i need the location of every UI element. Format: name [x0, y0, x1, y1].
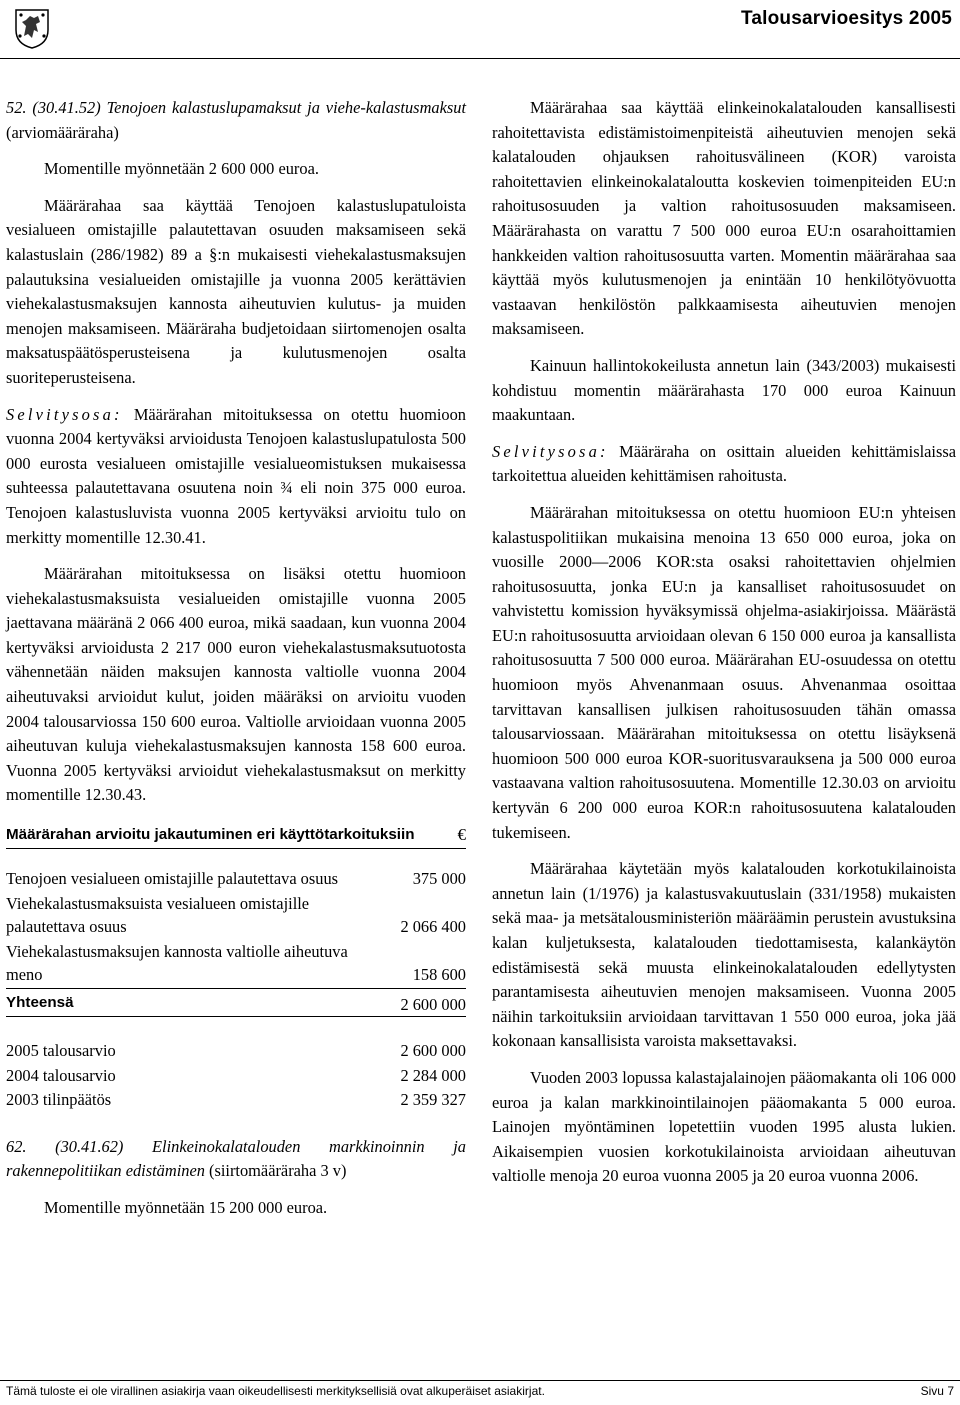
history-label: 2003 tilinpäätös	[6, 1090, 112, 1110]
page-number: Sivu 7	[920, 1384, 954, 1398]
item-62-paragraph-4: Määrärahan mitoituksessa on otettu huomioon EU:n yhteisen kalastuspolitiikan mukaisina menoina 13 650 000 euroa, joka on vuosille 2000—2006 KOR:sta osaksi rahoitettavien ohjelmien rahoitusosuutta, jonka EU:n ja kansalliset rahoitusosuudet on vahvistettu komission hyväksymissä ohjelma-asiakirjoissa. Määrästä EU:n rahoitusosuutta arvioidaan olevan 6 150 000 euroa ja kansallista rahoitusosuutta 7 500 000 euroa. Määrärahan EU-osuudessa on otettu huomioon myös Ahvenanmaan osuus. Ahvenanmaa osoittaa tarvittavan kansallisen julkisen rahoitusosuuden tähän omassa talousarviossaan. Määrärahan mitoituksessa on otettu lisäyksenä huomioon 500 000 euroa KOR-suoritusvarauksena ja 500 000 euroa vastaavana valtion rahoitusosuutena. Momentille 12.30.03 on arvioitu kertyvän 6 200 000 euroa KOR:n rahoitusosuutena kalatalouden tukemiseen.	[492, 502, 956, 842]
history-value: 2 359 327	[400, 1090, 466, 1110]
row-value: 158 600	[412, 965, 466, 985]
item-62-title: 62. (30.41.62) Elinkeinokalatalouden markkinoinnin ja rakennepolitiikan edistäminen	[6, 1136, 466, 1181]
row-label: Viehekalastusmaksuista vesialueen omistajille palautettava osuus	[6, 894, 310, 937]
selvitysosa-label: Selvitysosa:	[492, 441, 609, 461]
header-divider	[0, 58, 960, 59]
item-62-paragraph-2: Kainuun hallintokokeilusta annetun lain (343/2003) mukaisesti kohdistuu momentin määrärahasta 170 000 euroa Kainuun maakuntaan.	[492, 355, 956, 425]
item-62-selvitysosa	[492, 440, 956, 489]
history-label: 2005 talousarvio	[6, 1041, 116, 1061]
history-value: 2 600 000	[400, 1041, 466, 1061]
item-62-paragraph-1: Määrärahaa saa käyttää elinkeinokalatalouden kansallisesti rahoitettavista edistämistoimenpiteistä aiheutuvien menojen sekä kalatalouden ohjauksen rahoitusvälineen (KOR) varoista rahoitettavien elinkeinokalataloutta koskevien toimenpiteiden EU:n rahoitusosuuden ja valtion rahoitusosuuden maksamiseen. Määrärahasta on varattu 7 500 000 euroa EU:n osarahoittamien hankkeiden valtion rahoitusosuutta varten. Momentin määrärahaa saa käyttää myös kulutusmenojen ja enintään 10 henkilötyövuotta vastaavan henkilöstön palkkaamisesta aiheutuvien menojen maksamiseen.	[492, 98, 956, 339]
row-value: 375 000	[412, 869, 466, 889]
selvitysosa-label: Selvitysosa:	[6, 404, 123, 424]
item-52-paragraph-3: Määrärahan mitoituksessa on lisäksi otettu huomioon viehekalastusmaksuista vesialueiden omistajille vuonna 2005 jaettavana määränä 2 066 400 euroa, mikä saadaan, kun vuonna 2004 kertyväksi arvioidusta 2 217 000 euron viehekalastusmaksutuotosta vähennetään näiden maksujen kannosta valtiolle vuonna 2004 aiheutuvaksi arvioidut kulut, joiden määräksi on arvioitu vuoden 2004 talousarviossa 150 600 euroa. Valtiolle arvioidaan vuonna 2005 aiheutuvan kuluja viehekalastusmaksujen kannosta 158 600 euroa. Vuonna 2005 kertyväksi arvioidut viehekalastusmaksut on merkitty momentille 12.30.43.	[6, 564, 466, 805]
history-row	[6, 1039, 466, 1064]
item-52-type: (arviomääräraha)	[6, 122, 119, 142]
item-62-paragraph-6: Vuoden 2003 lopussa kalastajalainojen pääomakanta oli 106 000 euroa ja kalan markkinointilainojen pääomakanta 5 000 euroa. Lainojen myöntäminen lopetettiin vuoden 1995 alusta lukien. Aikaisempien vuosien korkotukilainoista arvioidaan aiheutuvan valtiolle menoja 20 euroa vuonna 2005 ja 20 euroa vuonna 2006.	[492, 1067, 956, 1186]
allocation-table-title	[6, 824, 466, 846]
item-62-type: (siirtomääräraha 3 v)	[204, 1161, 347, 1181]
item-62-heading	[6, 1135, 466, 1184]
footer-note: Tämä tuloste ei ole virallinen asiakirja vaan oikeudellisesti merkityksellisiä ovat alkuperäiset asiakirjat.	[6, 1384, 545, 1398]
budget-history	[6, 1039, 466, 1113]
currency-symbol: €	[457, 825, 466, 845]
right-column	[492, 96, 956, 1201]
history-row	[6, 1064, 466, 1089]
left-column	[6, 96, 466, 1232]
item-52-title: 52. (30.41.52) Tenojoen kalastuslupamaksut ja viehe-kalastusmaksut	[6, 98, 466, 117]
allocation-table-title-text: Määrärahan arvioitu jakautuminen eri käyttötarkoituksiin	[6, 826, 415, 844]
item-52-selvitysosa	[6, 403, 466, 551]
row-value: 2 066 400	[400, 917, 466, 937]
table-row	[6, 940, 466, 986]
table-row	[6, 867, 466, 890]
footer-divider	[0, 1380, 960, 1381]
row-label: Viehekalastusmaksujen kannosta valtiolle aiheutuva meno	[6, 942, 348, 985]
history-row	[6, 1088, 466, 1113]
history-value: 2 284 000	[400, 1065, 466, 1085]
document-title: Talousarvioesitys 2005	[740, 8, 952, 29]
item-62-paragraph-5: Määrärahaa käytetään myös kalatalouden korkotukilainoista annetun lain (1/1976) ja kalastusvakuutuslain (331/1958) mukaisten sekä maa- ja metsätalousministeriön määräämin perustein avustuksina kalan kuljetuksesta, kalatalouden tiedottamisesta, kalankäytön edistämisestä sekä muusta elinkeinokalatalouden edellytysten parantamisesta aiheutuvien menojen maksamiseen. Vuonna 2005 näihin tarkoituksiin arvioidaan tarvittavan 1 550 000 euroa, joka jää kokonaan kansallisista varoista maksettavaksi.	[492, 859, 956, 1051]
history-label: 2004 talousarvio	[6, 1065, 116, 1085]
table-total-row	[6, 988, 466, 1017]
allocation-table	[6, 867, 466, 1017]
item-62-moment: Momentille myönnetään 15 200 000 euroa.	[44, 1197, 328, 1217]
item-52-moment: Momentille myönnetään 2 600 000 euroa.	[44, 159, 319, 179]
total-value: 2 600 000	[400, 995, 466, 1015]
finnish-coat-of-arms-icon	[12, 6, 52, 50]
table-row	[6, 892, 466, 938]
row-label: Tenojoen vesialueen omistajille palautettava osuus	[6, 869, 339, 889]
selvitysosa-text: Määräraha on osittain alueiden kehittämislaissa tarkoitettua alueiden kehittämisen rahoitusta.	[492, 441, 956, 486]
item-52-paragraph-1: Määrärahaa saa käyttää Tenojoen kalastuslupatuloista vesialueen omistajille palautettavan osuuden maksamiseen sekä kalastuslain (286/1982) 89 a §:n mukaisesti viehekalastusmaksujen palautuksina vesialueiden omistajille ja vuonna 2005 kerättävien viehekalastusmaksujen kannosta aiheutuvien kulutus- ja muiden menojen maksamiseen. Määräraha budjetoidaan siirtomenojen osalta maksatuspäätösperusteisena ja kulutusmenojen osalta suoriteperusteisena.	[6, 195, 466, 387]
page-header	[0, 0, 960, 60]
item-52-heading	[6, 96, 466, 145]
total-label: Yhteensä	[6, 994, 74, 1012]
table-header-rule	[6, 848, 466, 849]
selvitysosa-text: Määrärahan mitoituksessa on otettu huomioon vuonna 2004 kertyväksi arvioidusta Tenojoen kalastuslupatulosta 500 000 eurosta vesialueen omistajille vesialueomistuksen mukaisessa suhteessa palautettavana osuutena noin ¾ eli noin 375 000 euroa. Tenojoen kalastusluvista vuonna 2005 kertyväksi arvioitu tulo on merkitty momentille 12.30.41.	[6, 404, 466, 547]
